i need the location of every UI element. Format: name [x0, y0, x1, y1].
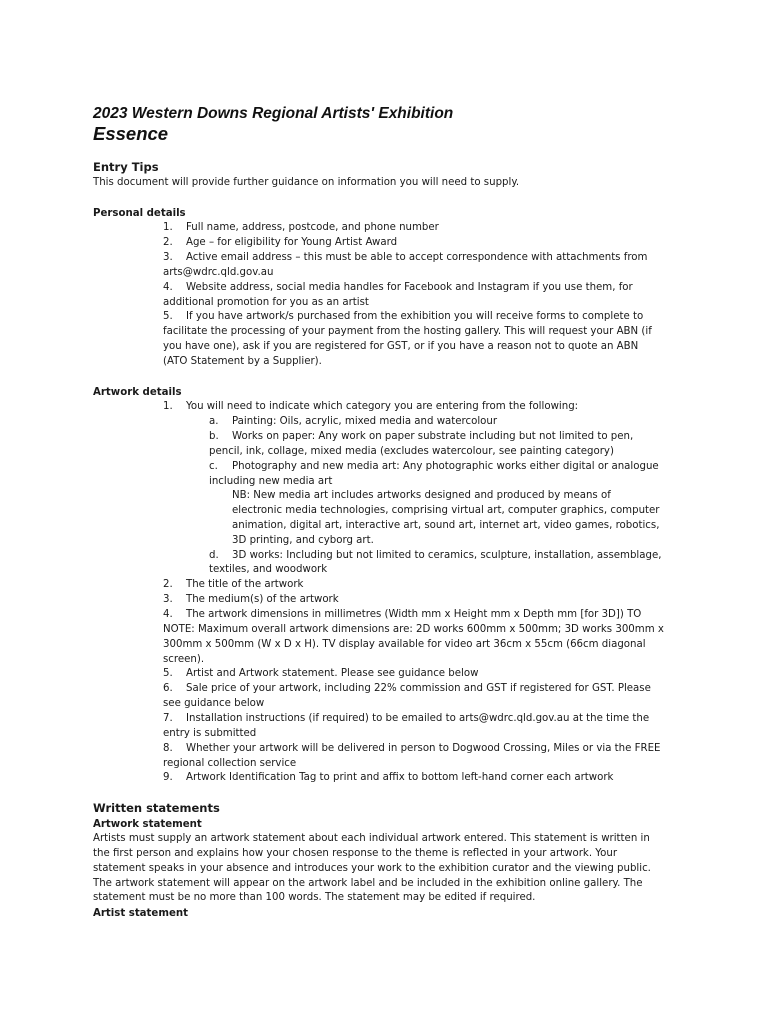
list-item: [163, 771, 683, 786]
nb-note-line: animation, digital art, interactive art, sound art, internet art, video games, robotics,: [232, 520, 660, 531]
list-text-continued: screen).: [163, 654, 205, 665]
sub-list-letter: b.: [209, 431, 219, 442]
list-number: 9.: [163, 772, 173, 783]
list-text-continued: NOTE: Maximum overall artwork dimensions are: 2D works 600mm x 500mm; 3D works 300mm x: [163, 624, 664, 635]
list-number: 6.: [163, 683, 173, 694]
artist-statement-heading: Artist statement: [93, 908, 188, 919]
list-item: [163, 742, 693, 757]
list-item: [163, 221, 683, 236]
list-text-continued: entry is submitted: [163, 728, 257, 739]
list-text: If you have artwork/s purchased from the exhibition you will receive forms to complete to: [186, 311, 644, 322]
list-text-continued: you have one), ask if you are registered for GST, or if you have a reason not to quote an ABN: [163, 341, 639, 352]
list-text-continued: arts@wdrc.qld.gov.au: [163, 267, 274, 278]
written-statements-heading: Written statements: [93, 801, 220, 815]
list-number: 3.: [163, 594, 173, 605]
list-item: [163, 281, 683, 296]
list-item: [163, 578, 683, 593]
list-text: You will need to indicate which category you are entering from the following:: [186, 401, 579, 412]
sub-list-text: Photography and new media art: Any photographic works either digital or analogue: [232, 461, 659, 472]
list-number: 2.: [163, 579, 173, 590]
sub-list-text-continued: pencil, ink, collage, mixed media (excludes watercolour, see painting category): [209, 446, 614, 457]
list-number: 5.: [163, 668, 173, 679]
list-text: The medium(s) of the artwork: [186, 594, 339, 605]
list-number: 7.: [163, 713, 173, 724]
list-number: 3.: [163, 252, 173, 263]
personal-details-heading: Personal details: [93, 208, 186, 219]
list-text-continued: additional promotion for you as an artist: [163, 297, 369, 308]
nb-note-line: 3D printing, and cyborg art.: [232, 535, 374, 546]
sub-list-letter: d.: [209, 550, 219, 561]
list-text-continued: see guidance below: [163, 698, 265, 709]
entry-tips-intro: This document will provide further guidance on information you will need to supply.: [93, 177, 520, 188]
list-text: Artwork Identification Tag to print and affix to bottom left-hand corner each artwork: [186, 772, 614, 783]
sub-list-letter: c.: [209, 461, 218, 472]
entry-tips-heading: Entry Tips: [93, 160, 159, 174]
list-text: Installation instructions (if required) to be emailed to arts@wdrc.qld.gov.au at the time the: [186, 713, 650, 724]
list-text-continued: regional collection service: [163, 758, 297, 769]
sub-list-item: [209, 460, 679, 475]
artwork-statement-line: statement must be no more than 100 words. The statement may be edited if required.: [93, 892, 536, 903]
list-number: 1.: [163, 222, 173, 233]
list-item: [163, 236, 683, 251]
sub-list-text-continued: textiles, and woodwork: [209, 564, 328, 575]
list-text: Active email address – this must be able to accept correspondence with attachments from: [186, 252, 648, 263]
list-number: 8.: [163, 743, 173, 754]
sub-list-text: 3D works: Including but not limited to ceramics, sculpture, installation, assemblage,: [232, 550, 662, 561]
list-item: [163, 251, 683, 266]
nb-note-line: NB: New media art includes artworks designed and produced by means of: [232, 490, 611, 501]
list-item: [163, 608, 693, 623]
sub-list-text: Painting: Oils, acrylic, mixed media and watercolour: [232, 416, 498, 427]
list-number: 2.: [163, 237, 173, 248]
list-number: 1.: [163, 401, 173, 412]
list-text: Full name, address, postcode, and phone number: [186, 222, 439, 233]
artwork-statement-heading: Artwork statement: [93, 819, 202, 830]
sub-list-text-continued: including new media art: [209, 476, 333, 487]
list-text-continued: 300mm x 500mm (W x D x H). TV display available for video art 36cm x 55cm (66cm diagonal: [163, 639, 646, 650]
list-text: Sale price of your artwork, including 22% commission and GST if registered for GST. Please: [186, 683, 651, 694]
artwork-statement-line: statement speaks in your absence and introduces your work to the exhibition curator and the viewing public.: [93, 863, 651, 874]
list-text: Artist and Artwork statement. Please see guidance below: [186, 668, 479, 679]
artwork-statement-line: the first person and explains how your chosen response to the theme is reflected in your artwork. Your: [93, 848, 618, 859]
sub-list-item: [209, 415, 679, 430]
list-item: [163, 400, 683, 415]
list-number: 4.: [163, 609, 173, 620]
document-title: 2023 Western Downs Regional Artists' Exhibition: [93, 105, 454, 122]
sub-list-item: [209, 430, 679, 445]
list-text-continued: (ATO Statement by a Supplier).: [163, 356, 322, 367]
nb-note-line: electronic media technologies, comprising virtual art, computer graphics, computer: [232, 505, 660, 516]
document-subtitle: Essence: [93, 123, 169, 144]
sub-list-text: Works on paper: Any work on paper substrate including but not limited to pen,: [232, 431, 634, 442]
list-text: The artwork dimensions in millimetres (Width mm x Height mm x Depth mm [for 3D]) TO: [186, 609, 642, 620]
list-number: 4.: [163, 282, 173, 293]
list-item: [163, 682, 683, 697]
list-item: [163, 667, 683, 682]
list-text: The title of the artwork: [186, 579, 304, 590]
artwork-statement-line: The artwork statement will appear on the artwork label and be included in the exhibition online gallery. The: [93, 878, 643, 889]
list-item: [163, 310, 683, 325]
sub-list-letter: a.: [209, 416, 219, 427]
list-text: Website address, social media handles for Facebook and Instagram if you use them, for: [186, 282, 633, 293]
sub-list-item: [209, 549, 679, 564]
list-text: Whether your artwork will be delivered in person to Dogwood Crossing, Miles or via the FREE: [186, 743, 661, 754]
list-item: [163, 712, 683, 727]
list-text-continued: facilitate the processing of your payment from the hosting gallery. This will request your ABN (if: [163, 326, 652, 337]
artwork-statement-line: Artists must supply an artwork statement about each individual artwork entered. This statement is written in: [93, 833, 650, 844]
list-number: 5.: [163, 311, 173, 322]
artwork-details-heading: Artwork details: [93, 387, 182, 398]
list-item: [163, 593, 683, 608]
list-text: Age – for eligibility for Young Artist Award: [186, 237, 398, 248]
